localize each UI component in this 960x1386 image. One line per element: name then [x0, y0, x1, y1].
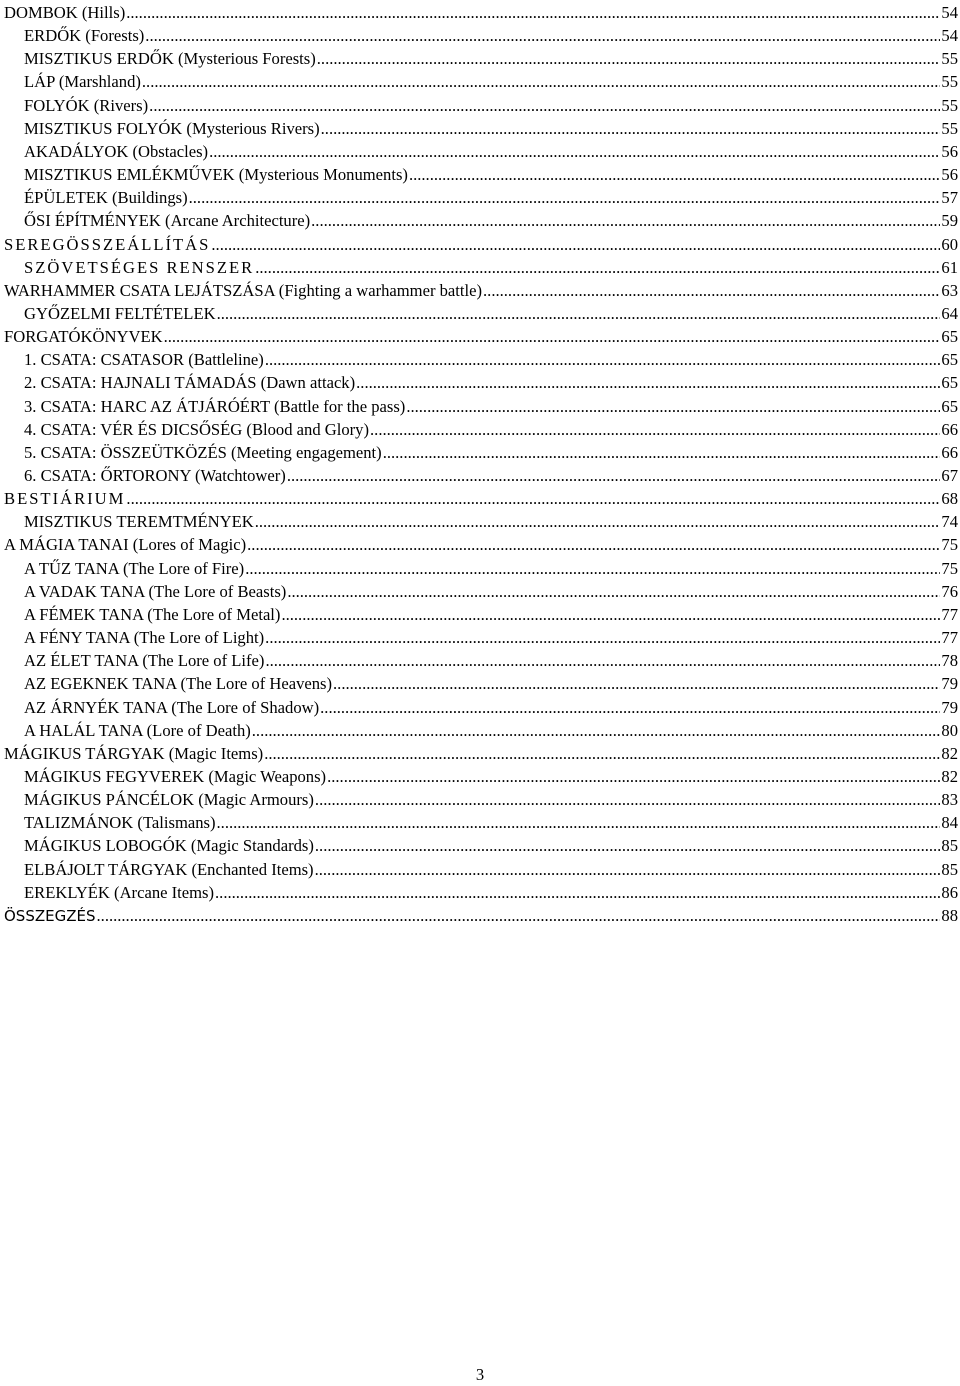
- toc-entry-title: LÁP (Marshland): [24, 72, 141, 92]
- toc-entry-title: ÉPÜLETEK (Buildings): [24, 188, 188, 208]
- toc-entry-page-number: 55: [941, 95, 958, 115]
- toc-entry[interactable]: [24, 371, 958, 394]
- toc-entry[interactable]: [24, 140, 958, 163]
- toc-entry[interactable]: [24, 186, 958, 209]
- toc-entry[interactable]: [24, 94, 958, 117]
- toc-entry-page-number: 63: [941, 280, 958, 300]
- toc-entry-title: MISZTIKUS EMLÉKMŰVEK (Mysterious Monuments): [24, 165, 408, 185]
- toc-entry-title: A FÉNY TANA (The Lore of Light): [24, 628, 265, 648]
- toc-entry-page-number: 65: [941, 396, 958, 416]
- toc-entry[interactable]: [24, 649, 958, 672]
- toc-entry-page-number: 56: [941, 165, 958, 185]
- toc-entry-title: SZÖVETSÉGES RENSZER: [24, 257, 255, 277]
- toc-entry[interactable]: [24, 464, 958, 487]
- toc-entry-page-number: 86: [941, 882, 958, 902]
- toc-entry-title: ŐSI ÉPÍTMÉNYEK (Arcane Architecture): [24, 211, 311, 231]
- toc-dot-leader: [217, 302, 941, 325]
- toc-entry-page-number: 74: [941, 512, 958, 532]
- toc-dot-leader: [215, 881, 940, 904]
- toc-entry[interactable]: [4, 742, 958, 765]
- toc-entry-page-number: 54: [941, 3, 958, 22]
- toc-dot-leader: [370, 418, 940, 441]
- toc-entry-page-number: 65: [941, 373, 958, 393]
- toc-entry-page-number: 75: [941, 535, 958, 555]
- toc-dot-leader: [247, 533, 940, 556]
- toc-entry-page-number: 68: [941, 489, 958, 509]
- toc-entry[interactable]: [24, 696, 958, 719]
- toc-dot-leader: [287, 580, 940, 603]
- toc-entry-title: AZ ÉLET TANA (The Lore of Life): [24, 651, 265, 671]
- toc-entry-page-number: 78: [941, 651, 958, 671]
- toc-entry-title: MISZTIKUS FOLYÓK (Mysterious Rivers): [24, 118, 320, 138]
- toc-entry-page-number: 65: [941, 327, 958, 347]
- toc-entry-page-number: 77: [941, 628, 958, 648]
- toc-entry-title: SEREGÖSSZEÁLLÍTÁS: [4, 234, 211, 254]
- toc-entry-title: GYŐZELMI FELTÉTELEK: [24, 303, 216, 323]
- toc-entry[interactable]: [24, 441, 958, 464]
- toc-dot-leader: [383, 441, 941, 464]
- toc-entry-page-number: 64: [941, 303, 958, 323]
- toc-entry-title: WARHAMMER CSATA LEJÁTSZÁSA (Fighting a warhammer battle): [4, 280, 483, 300]
- toc-dot-leader: [311, 209, 940, 232]
- toc-dot-leader: [264, 742, 940, 765]
- toc-entry-page-number: 83: [941, 790, 958, 810]
- toc-dot-leader: [320, 696, 940, 719]
- toc-entry-title: 4. CSATA: VÉR ÉS DICSŐSÉG (Blood and Glory): [24, 419, 370, 439]
- toc-entry-title: FORGATÓKÖNYVEK: [4, 327, 163, 347]
- toc-entry[interactable]: [4, 904, 958, 927]
- toc-entry-page-number: 76: [941, 581, 958, 601]
- toc-entry[interactable]: [24, 672, 958, 695]
- toc-entry-page-number: 88: [941, 905, 958, 925]
- toc-dot-leader: [126, 487, 940, 510]
- toc-entry[interactable]: [24, 580, 958, 603]
- toc-entry-title: MÁGIKUS PÁNCÉLOK (Magic Armours): [24, 790, 314, 810]
- toc-dot-leader: [255, 256, 940, 279]
- toc-entry-title: A FÉMEK TANA (The Lore of Metal): [24, 604, 281, 624]
- toc-entry-title: 2. CSATA: HAJNALI TÁMADÁS (Dawn attack): [24, 373, 356, 393]
- toc-entry-title: TALIZMÁNOK (Talismans): [24, 813, 216, 833]
- toc-entry-title: MÁGIKUS TÁRGYAK (Magic Items): [4, 743, 264, 763]
- toc-entry-title: EREKLYÉK (Arcane Items): [24, 882, 215, 902]
- toc-dot-leader: [217, 811, 941, 834]
- toc-dot-leader: [126, 1, 940, 24]
- toc-entry-title: 3. CSATA: HARC AZ ÁTJÁRÓÉRT (Battle for the pass): [24, 396, 406, 416]
- toc-dot-leader: [483, 279, 940, 302]
- toc-entry[interactable]: [4, 233, 958, 256]
- toc-entry[interactable]: [24, 418, 958, 441]
- toc-dot-leader: [287, 464, 941, 487]
- toc-entry[interactable]: [24, 395, 958, 418]
- page-number: 3: [475, 1365, 485, 1384]
- toc-entry-page-number: 75: [941, 558, 958, 578]
- toc-entry-page-number: 84: [941, 813, 958, 833]
- toc-dot-leader: [265, 649, 940, 672]
- toc-entry-title: AZ EGEKNEK TANA (The Lore of Heavens): [24, 674, 333, 694]
- toc-entry-title: MÁGIKUS FEGYVEREK (Magic Weapons): [24, 766, 327, 786]
- toc-entry-title: 5. CSATA: ÖSSZEÜTKÖZÉS (Meeting engagement): [24, 442, 382, 462]
- toc-entry[interactable]: [24, 209, 958, 232]
- toc-entry-title: A TŰZ TANA (The Lore of Fire): [24, 558, 245, 578]
- toc-entry-title: FOLYÓK (Rivers): [24, 95, 149, 115]
- toc-entry-page-number: 59: [941, 211, 958, 231]
- toc-entry[interactable]: [24, 557, 958, 580]
- toc-dot-leader: [265, 348, 941, 371]
- toc-dot-leader: [315, 858, 941, 881]
- toc-entry[interactable]: [24, 811, 958, 834]
- toc-dot-leader: [245, 557, 940, 580]
- toc-entry-title: 1. CSATA: CSATASOR (Battleline): [24, 350, 264, 370]
- toc-entry-page-number: 57: [941, 188, 958, 208]
- toc-dot-leader: [281, 603, 940, 626]
- toc-dot-leader: [164, 325, 941, 348]
- toc-entry-page-number: 56: [941, 141, 958, 161]
- toc-entry[interactable]: [24, 163, 958, 186]
- toc-entry[interactable]: [24, 510, 958, 533]
- toc-entry-page-number: 55: [941, 118, 958, 138]
- toc-entry[interactable]: [24, 70, 958, 93]
- toc-dot-leader: [145, 24, 940, 47]
- toc-entry-title: A HALÁL TANA (Lore of Death): [24, 720, 251, 740]
- toc-entry-page-number: 79: [941, 697, 958, 717]
- toc-entry-title: 6. CSATA: ŐRTORONY (Watchtower): [24, 466, 286, 485]
- toc-entry-page-number: 66: [941, 419, 958, 439]
- toc-entry[interactable]: [24, 858, 958, 881]
- toc-entry[interactable]: [24, 47, 958, 70]
- toc-entry-title: ELBÁJOLT TÁRGYAK (Enchanted Items): [24, 859, 314, 879]
- toc-entry-title: AZ ÁRNYÉK TANA (The Lore of Shadow): [24, 697, 320, 717]
- toc-entry-title: ÖSSZEGZÉS: [4, 906, 96, 925]
- toc-dot-leader: [406, 395, 940, 418]
- toc-entry-page-number: 80: [941, 720, 958, 740]
- toc-dot-leader: [321, 117, 941, 140]
- toc-dot-leader: [149, 94, 940, 117]
- toc-dot-leader: [142, 70, 941, 93]
- toc-dot-leader: [97, 904, 941, 927]
- toc-dot-leader: [317, 47, 941, 70]
- toc-dot-leader: [189, 186, 941, 209]
- toc-entry-page-number: 61: [941, 257, 958, 277]
- toc-entry-page-number: 82: [941, 743, 958, 763]
- toc-dot-leader: [211, 233, 940, 256]
- toc-entry-title: ERDŐK (Forests): [24, 26, 145, 46]
- toc-entry-page-number: 79: [941, 674, 958, 694]
- toc-entry-page-number: 77: [941, 604, 958, 624]
- toc-entry-title: A VADAK TANA (The Lore of Beasts): [24, 581, 287, 601]
- toc-entry[interactable]: [24, 348, 958, 371]
- toc-dot-leader: [409, 163, 940, 186]
- toc-entry[interactable]: [24, 626, 958, 649]
- toc-entry[interactable]: [24, 24, 958, 47]
- toc-entry[interactable]: [24, 765, 958, 788]
- toc-dot-leader: [255, 510, 941, 533]
- toc-entry[interactable]: [4, 533, 958, 556]
- toc-entry[interactable]: [24, 719, 958, 742]
- toc-entry-title: A MÁGIA TANAI (Lores of Magic): [4, 535, 247, 555]
- toc-dot-leader: [327, 765, 940, 788]
- toc-entry-page-number: 85: [941, 836, 958, 856]
- toc-entry[interactable]: [4, 487, 958, 510]
- toc-entry-title: MISZTIKUS TEREMTMÉNYEK: [24, 512, 254, 532]
- toc-dot-leader: [265, 626, 940, 649]
- toc-entry-title: MISZTIKUS ERDŐK (Mysterious Forests): [24, 49, 316, 69]
- toc-entry-title: BESTIÁRIUM: [4, 489, 126, 509]
- toc-dot-leader: [356, 371, 940, 394]
- toc-entry-page-number: 65: [941, 350, 958, 370]
- toc-entry-page-number: 67: [941, 466, 958, 485]
- toc-entry-page-number: 55: [941, 49, 958, 69]
- toc-entry-title: DOMBOK (Hills): [4, 3, 126, 22]
- toc-entry-page-number: 66: [941, 442, 958, 462]
- toc-dot-leader: [209, 140, 940, 163]
- toc-entry[interactable]: [4, 325, 958, 348]
- toc-dot-leader: [252, 719, 941, 742]
- toc-dot-leader: [315, 834, 941, 857]
- toc-entry-title: MÁGIKUS LOBOGÓK (Magic Standards): [24, 836, 314, 856]
- toc-entry-page-number: 54: [941, 26, 958, 46]
- toc-entry[interactable]: [24, 256, 958, 279]
- toc-entry[interactable]: [24, 834, 958, 857]
- toc-dot-leader: [333, 672, 940, 695]
- toc-entry[interactable]: [24, 302, 958, 325]
- toc-entry-title: AKADÁLYOK (Obstacles): [24, 141, 209, 161]
- toc-entry[interactable]: [24, 603, 958, 626]
- toc-entry[interactable]: [4, 279, 958, 302]
- toc-entry[interactable]: [24, 117, 958, 140]
- toc-entry[interactable]: [24, 881, 958, 904]
- toc-entry-page-number: 85: [941, 859, 958, 879]
- toc-entry-page-number: 60: [941, 234, 958, 254]
- toc-entry-page-number: 82: [941, 766, 958, 786]
- toc-entry-page-number: 55: [941, 72, 958, 92]
- toc-entry[interactable]: [24, 788, 958, 811]
- toc-entry[interactable]: [4, 1, 958, 24]
- toc-dot-leader: [315, 788, 940, 811]
